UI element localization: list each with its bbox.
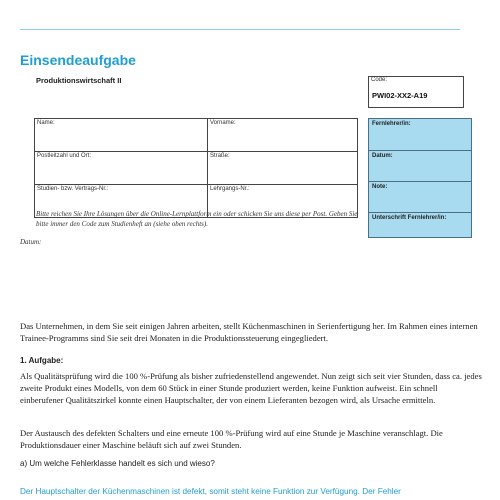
task-heading: 1. Aufgabe: [20,356,64,365]
page-title: Einsendeaufgabe [20,52,136,68]
question-a: a) Um welche Fehlerklasse handelt es sich und wieso? [20,459,215,468]
street-field[interactable]: Straße: [208,152,358,185]
course-subtitle: Produktionswirtschaft II [36,76,122,85]
tutor-panel [368,118,472,238]
code-value: PWI02-XX2-A19 [372,91,428,100]
answer-a: Der Hauptschalter der Küchenmaschinen ist defekt, somit steht keine Funktion zur Verfügung. Der Fehler [20,487,401,496]
intro-paragraph: Das Unternehmen, in dem Sie seit einigen Jahren arbeiten, stellt Küchenmaschinen in Serienfertigung her. Im Rahmen eines internen Trainee-Programms sind Sie seit drei Monaten in die Produktionssteuerung eingegliedert. [20,321,478,343]
code-box [368,76,464,108]
task-paragraph-2: Der Austausch des defekten Schalters und eine erneute 100 %-Prüfung wird auf eine Stunde je Maschine veranschlagt. Die Produktionsdauer einer Maschine beläuft sich auf zwei Stunden. [20,428,443,450]
submission-note: Bitte reichen Sie Ihre Lösungen über die Online-Lernplattform ein oder schicken Sie uns diese per Post. Geben Sie bitte immer den Code zum Studienheft an (siehe oben rechts). [36,210,358,228]
postal-city-field[interactable]: Postleitzahl und Ort: [35,152,208,185]
tutor-date-field: Datum: [369,151,472,182]
contract-number-field[interactable]: Studien- bzw. Vertrags-Nr.: [35,185,208,218]
date-label: Datum: [20,238,42,246]
task-paragraph-1: Als Qualitätsprüfung wird die 100 %-Prüfung als bisher zufriedenstellend angewendet. Nun zeigt sich seit vier Stunden, dass ca. jedes zweite Produkt eines Modells, von dem 60 Stück in einer Stunde produziert werden, keine Funktion aufweist. Ein schnell einberufener Qualitätszirkel konnte einen Hauptschalter, der von einem Lieferanten bezogen wird, als Ursache ermitteln. [20,371,482,405]
name-field[interactable]: Name: [35,119,208,152]
grade-field: Note: [369,182,472,213]
tutor-field: Fernlehrer/in: [369,119,472,151]
firstname-field[interactable]: Vorname: [208,119,358,152]
top-divider [20,29,460,30]
tutor-signature-field: Unterschrift Fernlehrer/in: [369,213,472,238]
student-info-form [34,118,358,218]
course-number-field[interactable]: Lehrgangs-Nr.: [208,185,358,218]
code-label: Code: [371,77,388,83]
